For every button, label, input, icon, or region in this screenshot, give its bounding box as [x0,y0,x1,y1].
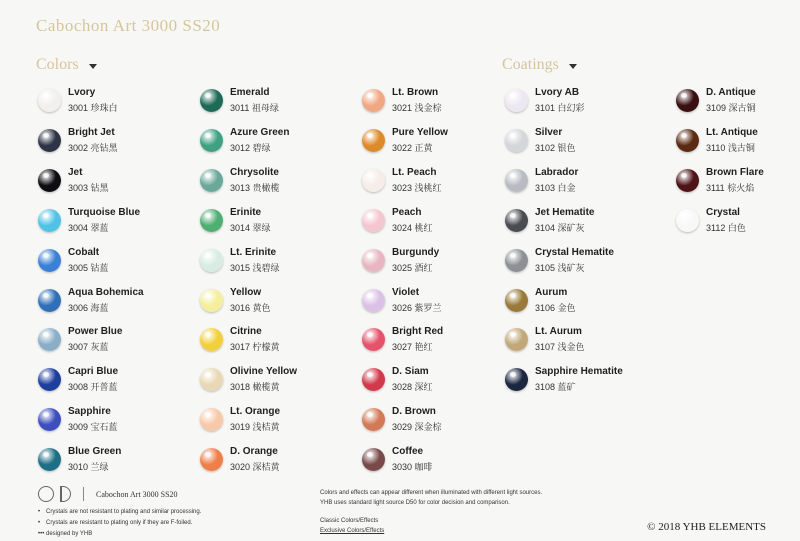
swatch-item[interactable] [362,324,512,364]
code-number: 3022 [392,142,413,153]
swatch-item[interactable] [200,444,350,484]
swatch-name: Brown Flare [706,166,764,178]
chinese-name: 海蓝 [90,302,109,313]
swatch-item[interactable] [200,285,350,325]
swatch-name: Azure Green [230,126,290,138]
dropdown-caret-icon[interactable] [89,64,97,69]
chinese-name: 深金棕 [414,422,442,433]
swatch-item[interactable] [362,165,512,205]
chinese-name: 蓝矿 [557,382,576,393]
code-number: 3105 [535,262,556,273]
swatch-item[interactable] [200,324,350,364]
code-number: 3018 [230,382,251,393]
dropdown-caret-icon[interactable] [569,64,577,69]
swatch-item[interactable] [38,245,188,285]
code-number: 3027 [392,342,413,353]
swatch-code [68,141,118,154]
swatch-code [392,261,433,274]
code-number: 3016 [230,302,251,313]
cabochon-swatch-icon [362,89,385,112]
cabochon-swatch-icon [362,209,385,232]
code-number: 3014 [230,222,251,233]
code-number: 3109 [706,103,727,113]
chinese-name: 开普蓝 [90,382,118,393]
swatch-code [68,340,109,353]
swatch-item[interactable] [676,85,800,125]
swatch-name: D. Antique [706,87,756,98]
swatch-code [706,181,754,194]
swatch-name: Jet Hematite [535,206,595,218]
chinese-name: 橄榄黄 [252,382,280,393]
code-number: 3005 [68,262,89,273]
swatch-code [68,181,109,194]
swatch-item[interactable] [505,125,655,165]
code-number: 3111 [706,182,725,193]
swatch-code [68,221,109,234]
swatch-name: Coffee [392,446,424,458]
chinese-name: 灰蓝 [90,342,109,353]
swatch-name: Cobalt [68,246,100,258]
footer-logo [38,486,178,502]
swatch-item[interactable] [362,245,512,285]
code-number: 3102 [535,142,556,153]
cabochon-swatch-icon [200,89,223,112]
swatch-item[interactable] [38,444,188,484]
chinese-name: 白金 [557,182,576,193]
swatch-name: Emerald [230,87,270,98]
swatch-name: Aurum [535,286,568,298]
swatch-name: Lt. Peach [392,166,437,178]
chinese-name: 棕火焰 [727,182,755,193]
swatch-item[interactable] [200,404,350,444]
swatch-item[interactable] [200,85,350,125]
cabochon-swatch-icon [38,368,61,391]
cabochon-swatch-icon [505,368,528,391]
swatch-code [535,340,585,353]
code-number: 3010 [68,462,89,473]
swatch-item[interactable] [362,404,512,444]
swatch-code [392,181,442,194]
chinese-name: 翠蓝 [90,222,109,233]
cabochon-swatch-icon [362,448,385,471]
swatch-code [535,141,576,154]
note-line: YHB uses standard light source D50 for color decision and comparison. [320,500,510,506]
swatch-code [392,221,433,234]
light-source-notes [320,488,542,536]
swatch-item[interactable] [38,205,188,245]
code-number: 3112 [706,222,726,233]
chinese-name: 紫罗兰 [414,302,442,313]
cabochon-swatch-icon [676,169,699,192]
swatch-item[interactable] [505,285,655,325]
swatch-name: Burgundy [392,246,440,258]
chinese-name: 碧绿 [252,142,271,153]
swatch-item[interactable] [38,404,188,444]
swatch-item[interactable] [362,285,512,325]
code-number: 3015 [230,262,251,273]
swatch-name: Bright Red [392,326,444,338]
cabochon-swatch-icon [505,169,528,192]
swatch-code [392,460,433,473]
swatch-item[interactable] [505,85,655,125]
swatch-code [706,101,756,114]
page-title: Cabochon Art 3000 SS20 [36,16,221,35]
chinese-name: 浅金色 [557,342,585,353]
swatch-code [68,380,118,393]
swatch-item[interactable] [200,205,350,245]
chinese-name: 柠檬黄 [252,342,280,353]
swatch-item[interactable] [200,245,350,285]
code-number: 3026 [392,302,413,313]
swatch-code [230,340,280,353]
swatch-name: Pure Yellow [392,126,448,138]
cabochon-swatch-icon [362,368,385,391]
copyright: © 2018 YHB ELEMENTS [647,521,766,533]
chinese-name: 桃红 [414,222,433,233]
chinese-name: 白色 [727,222,746,233]
swatch-name: D. Orange [230,446,278,458]
footer-brand: Cabochon Art 3000 SS20 [96,489,178,499]
cabochon-swatch-icon [38,129,61,152]
cabochon-swatch-icon [676,89,699,112]
swatch-item[interactable] [362,444,512,484]
swatch-name: Labrador [535,166,579,178]
swatch-code [392,420,442,433]
chinese-name: 酒红 [414,262,433,273]
code-number: 3106 [535,302,556,313]
code-number: 3108 [535,382,556,393]
swatch-item[interactable] [676,125,800,165]
chinese-name: 深桔黄 [252,462,280,473]
code-number: 3025 [392,262,413,273]
swatch-name: Crystal [706,206,740,218]
code-number: 3001 [68,103,89,113]
cabochon-swatch-icon [38,448,61,471]
chinese-name: 亮钻黑 [90,142,118,153]
chinese-name: 浅碧绿 [252,262,280,273]
code-number: 3009 [68,422,89,433]
swatch-code [706,141,755,154]
swatch-code [230,261,280,274]
colors-section-title: Colors [36,56,79,73]
swatch-item[interactable] [505,324,655,364]
cabochon-swatch-icon [505,328,528,351]
swatch-name: Olivine Yellow [230,366,298,378]
code-number: 3101 [535,103,556,113]
code-number: 3024 [392,222,413,233]
note-line: ••• designed by YHB [38,531,93,537]
code-number: 3013 [230,182,251,193]
chinese-name: 浅桔黄 [252,422,280,433]
swatch-code [535,221,585,234]
cabochon-swatch-icon [200,129,223,152]
swatch-item[interactable] [38,85,188,125]
code-number: 3006 [68,302,89,313]
footer-notes [38,507,201,540]
swatch-name: D. Siam [392,366,429,378]
swatch-code [230,460,280,473]
cabochon-swatch-icon [505,249,528,272]
cabochon-swatch-icon [200,328,223,351]
code-number: 3011 [230,103,250,113]
swatch-name: Lt. Aurum [535,326,582,338]
swatch-item[interactable] [38,285,188,325]
swatch-code [230,301,271,314]
cabochon-swatch-icon [200,368,223,391]
classic-colors-link[interactable]: Classic Colors/Effects [320,518,379,524]
swatch-name: Violet [392,286,420,298]
swatch-code [535,301,576,314]
swatch-code [535,101,585,114]
code-number: 3030 [392,462,413,473]
code-number: 3017 [230,342,251,353]
cabochon-swatch-icon [38,249,61,272]
code-number: 3110 [706,142,726,153]
swatch-code [68,101,118,114]
swatch-name: Sapphire [68,406,111,418]
swatch-code [230,221,271,234]
swatch-item[interactable] [362,125,512,165]
swatch-name: Lt. Orange [230,406,281,418]
swatch-item[interactable] [362,205,512,245]
code-number: 3003 [68,182,89,193]
swatch-item[interactable] [505,165,655,205]
code-number: 3007 [68,342,89,353]
swatch-name: Citrine [230,326,262,338]
swatch-code [68,301,109,314]
logo-divider [83,487,84,501]
chinese-name: 深矿灰 [557,222,585,233]
swatch-name: Lt. Brown [392,87,439,98]
swatch-item[interactable] [505,245,655,285]
swatch-name: Lvory AB [535,87,580,98]
swatch-code [392,141,433,154]
swatch-name: Turquoise Blue [68,206,141,218]
swatch-item[interactable] [38,125,188,165]
chinese-name: 浅矿灰 [557,262,585,273]
swatch-name: Chrysolite [230,166,279,178]
colors-section-header[interactable] [36,56,97,74]
cabochon-swatch-icon [362,129,385,152]
chinese-name: 咖啡 [414,462,433,473]
swatch-item[interactable] [362,85,512,125]
code-number: 3023 [392,182,413,193]
cabochon-swatch-icon [38,289,61,312]
note-line: • Crystals are not resistant to plating and similar processing. [38,509,202,515]
swatch-item[interactable] [200,364,350,404]
swatch-code [230,141,271,154]
swatch-name: Power Blue [68,326,123,338]
code-number: 3103 [535,182,556,193]
swatch-name: Lt. Antique [706,126,758,138]
swatch-code [535,181,576,194]
swatch-code [392,380,433,393]
exclusive-colors-link[interactable]: Exclusive Colors/Effects [320,528,385,534]
swatch-item[interactable] [676,205,800,245]
cabochon-swatch-icon [362,408,385,431]
swatch-name: Jet [68,166,83,178]
swatch-code [230,420,280,433]
swatch-name: Bright Jet [68,126,115,138]
cabochon-swatch-icon [38,209,61,232]
cabochon-swatch-icon [505,209,528,232]
note-line: • Crystals are resistant to plating only if they are F-foiled. [38,520,193,526]
swatch-code [68,460,109,473]
chinese-name: 兰绿 [90,462,109,473]
swatch-code [230,181,280,194]
chinese-name: 银色 [557,142,576,153]
coatings-section-title: Coatings [502,56,559,73]
cabochon-swatch-icon [362,328,385,351]
chinese-name: 浅桃红 [414,182,442,193]
cabochon-swatch-icon [200,408,223,431]
swatch-item[interactable] [38,324,188,364]
cabochon-swatch-icon [505,289,528,312]
code-number: 3104 [535,222,556,233]
swatch-name: Peach [392,206,422,218]
cabochon-swatch-icon [200,289,223,312]
cabochon-swatch-icon [200,169,223,192]
chinese-name: 翠绿 [252,222,271,233]
chinese-name: 深红 [414,382,433,393]
logo-d-icon [60,486,71,502]
swatch-code [535,261,585,274]
swatch-code [230,101,279,114]
swatch-name: D. Brown [392,406,436,418]
chinese-name: 艳红 [414,342,433,353]
code-number: 3021 [392,103,413,113]
swatch-name: Lvory [68,87,96,98]
swatch-name: Yellow [230,286,262,298]
code-number: 3002 [68,142,89,153]
chinese-name: 祖母绿 [251,103,279,113]
swatch-item[interactable] [38,165,188,205]
code-number: 3019 [230,422,251,433]
swatch-name: Aqua Bohemica [68,286,144,298]
chinese-name: 黄色 [252,302,271,313]
cabochon-swatch-icon [200,209,223,232]
swatch-name: Erinite [230,206,262,218]
swatch-item[interactable] [200,125,350,165]
chinese-name: 正黄 [414,142,433,153]
chinese-name: 钻黑 [90,182,109,193]
swatch-name: Capri Blue [68,366,119,378]
swatch-code [392,101,442,114]
chinese-name: 宝石蓝 [90,422,118,433]
code-number: 3029 [392,422,413,433]
swatch-code [392,340,433,353]
swatch-name: Lt. Erinite [230,246,277,258]
note-line: Colors and effects can appear different when illuminated with different light sources. [320,490,543,496]
swatch-code [68,261,109,274]
code-number: 3012 [230,142,251,153]
code-number: 3020 [230,462,251,473]
cabochon-swatch-icon [38,328,61,351]
swatch-name: Silver [535,126,563,138]
code-number: 3008 [68,382,89,393]
chinese-name: 浅金棕 [414,103,442,113]
chinese-name: 深古铜 [728,103,756,113]
coatings-section-header[interactable] [502,56,577,74]
cabochon-swatch-icon [38,169,61,192]
swatch-code [230,380,280,393]
cabochon-swatch-icon [505,89,528,112]
swatch-item[interactable] [200,165,350,205]
chinese-name: 浅古铜 [727,142,755,153]
cabochon-swatch-icon [200,249,223,272]
swatch-item[interactable] [505,205,655,245]
swatch-code [535,380,576,393]
swatch-item[interactable] [362,364,512,404]
cabochon-swatch-icon [676,129,699,152]
swatch-name: Blue Green [68,446,122,458]
chinese-name: 珍珠白 [90,103,118,113]
code-number: 3028 [392,382,413,393]
cabochon-swatch-icon [38,89,61,112]
cabochon-swatch-icon [362,249,385,272]
chinese-name: 贵橄榄 [252,182,280,193]
logo-o-icon [38,486,54,502]
swatch-code [68,420,118,433]
cabochon-swatch-icon [362,289,385,312]
chinese-name: 钴蓝 [90,262,109,273]
chinese-name: 金色 [557,302,576,313]
chinese-name: 白幻彩 [557,103,585,113]
code-number: 3107 [535,342,556,353]
swatch-code [706,221,746,234]
swatch-code [392,301,442,314]
cabochon-swatch-icon [362,169,385,192]
swatch-item[interactable] [676,165,800,205]
cabochon-swatch-icon [38,408,61,431]
swatch-name: Crystal Hematite [535,246,614,258]
code-number: 3004 [68,222,89,233]
swatch-item[interactable] [505,364,655,404]
cabochon-swatch-icon [676,209,699,232]
swatch-name: Sapphire Hematite [535,366,623,378]
cabochon-swatch-icon [505,129,528,152]
swatch-item[interactable] [38,364,188,404]
cabochon-swatch-icon [200,448,223,471]
